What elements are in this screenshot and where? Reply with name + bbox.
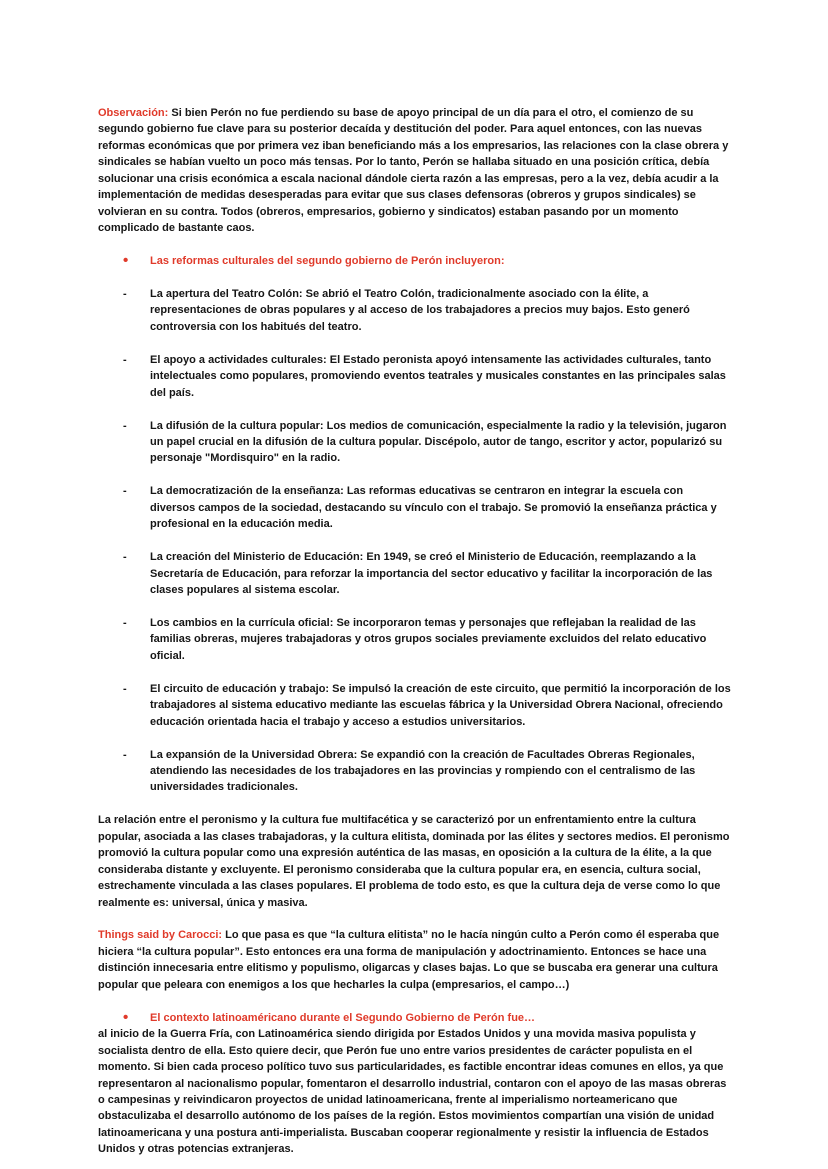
context-heading: El contexto latinoaméricano durante el Segundo Gobierno de Perón fue…: [150, 1011, 536, 1024]
reforms-heading: Las reformas culturales del segundo gobierno de Perón incluyeron:: [150, 255, 505, 268]
carocci-paragraph: [98, 927, 731, 993]
observation-label: Observación:: [98, 107, 169, 119]
dash-marker: -: [123, 616, 127, 629]
list-item-text: La expansión de la Universidad Obrera: Se expandió con la creación de Facultades Obreras Regionales, atendiendo las necesidades de los trabajadores en las provincias y rompiendo con el centralismo de las universidades tradicionales.: [150, 748, 696, 794]
dash-marker: -: [123, 748, 127, 761]
list-item-text: La difusión de la cultura popular: Los medios de comunicación, especialmente la radio y la televisión, jugaron un papel crucial en la difusión de la cultura popular. Discépolo, autor de tango, escritor y actor, popularizó su personaje "Mordisquiro" en la radio.: [150, 419, 727, 465]
carocci-text: Lo que pasa es que “la cultura elitista” no le hacía ningún culto a Perón como él esperaba que hiciera “la cultura popular”. Esto entonces era una forma de manipulación y adoctrinamiento. Entonces se hace una distinción innecesaria entre elitismo y populismo, oligarcas y clases bajas. Lo que se buscaba era generar una cultura popular que peleara con enemigos a los que hecharles la culpa (empresarios, el campo…): [98, 929, 720, 991]
carocci-label: Things said by Carocci:: [98, 929, 223, 942]
bullet-marker-icon: •: [123, 252, 129, 270]
bullet-marker-icon: •: [123, 1008, 129, 1026]
list-item-text: El circuito de educación y trabajo: Se impulsó la creación de este circuito, que permitió la incorporación de los trabajadores al sistema educativo mediante las escuelas fábrica y la Universidad Obrera Nacional, ofreciendo educación orientada hacia el trabajo y acceso a estudios universitarios.: [150, 682, 731, 728]
dash-marker: -: [123, 287, 127, 300]
dash-marker: -: [123, 682, 127, 695]
context-paragraph: al inicio de la Guerra Fría, con Latinoamérica siendo dirigida por Estados Unidos y una movida masiva populista y socialista dentro de ella. Esto quiere decir, que Perón fue uno entre varios presidentes de carácter populista en el momento. Si bien cada proceso político tuvo sus particularidades, es factible encontrar ideas comunes en ellos, ya que representaron al nacionalismo popular, fomentaron el desarrollo industrial, contaron con el apoyo de las masas obreras o campesinas y reivindicaron proyectos de unidad latinoamericana, frente al imperialismo norteamericano que obstaculizaba el desarrollo autónomo de los países de la región. Estos movimientos compartían una visión de unidad latinoamericana y una postura anti-imperialista. Buscaban cooperar regionalmente y resistir la influencia de Estados Unidos y otras potencias extranjeras.: [98, 1028, 727, 1156]
list-item: [98, 483, 731, 532]
list-item-text: La democratización de la enseñanza: Las reformas educativas se centraron en integrar la escuela con diversos campos de la sociedad, destacando su vínculo con el trabajo. Se promovió la enseñanza práctica y profesional en la educación media.: [150, 485, 717, 531]
list-item-text: Los cambios en la currícula oficial: Se incorporaron temas y personajes que reflejaban la realidad de las familias obreras, mujeres trabajadoras y otros grupos sociales previamente excluidos del relato educativo oficial.: [150, 616, 707, 662]
dash-marker: -: [123, 551, 127, 564]
dash-marker: -: [123, 353, 127, 366]
list-item-text: El apoyo a actividades culturales: El Estado peronista apoyó intensamente las actividades culturales, tanto intelectuales como populares, promoviendo eventos teatrales y musicales constantes en las principales salas del país.: [150, 353, 726, 399]
list-item: [98, 352, 731, 401]
list-item: [98, 615, 731, 664]
culture-paragraph: La relación entre el peronismo y la cultura fue multifacética y se caracterizó por un enfrentamiento entre la cultura popular, asociada a las clases trabajadoras, y la cultura elitista, dominada por las élites y sectores medios. El peronismo promovió la cultura popular como una expresión auténtica de las masas, en oposición a la cultura de la élite, a la que consideraba distante y excluyente. El peronismo consideraba que la cultura popular era, en esencia, cultura social, estrechamente vinculada a las clases populares. El problema de todo esto, es que la cultura deja de verse como lo que realmente es: universal, única y masiva.: [98, 814, 730, 909]
observation-text: Si bien Perón no fue perdiendo su base de apoyo principal de un día para el otro, el comienzo de su segundo gobierno fue clave para su posterior decaída y destitución del poder. Para aquel entonces, con las nuevas reformas económicas que por primera vez iban beneficiando más a los empresarios, las relaciones con la clase obrera y sindicales se habían vuelto un poco más tensas. Por lo tanto, Perón se hallaba situado en una posición crítica, debía solucionar una crisis económica a escala nacional dándole cierta razón a las empresas, pero a la vez, debía acudir a la implementación de medidas desesperadas para evitar que sus clases defensoras (obreros y grupos sindicales) se volvieran en su contra. Todos (obreros, empresarios, gobierno y sindicatos) estaban pasando por un momento complicado de bastante caos.: [98, 107, 729, 235]
dash-marker: -: [123, 485, 127, 498]
list-item: [98, 681, 731, 730]
list-item-text: La creación del Ministerio de Educación: En 1949, se creó el Ministerio de Educación, reemplazando a la Secretaría de Educación, para reforzar la importancia del sector educativo y facilitar la incorporación de las clases populares al sistema escolar.: [150, 551, 713, 597]
reforms-heading-row: [98, 253, 731, 269]
observation-paragraph: [98, 105, 731, 237]
list-item-text: La apertura del Teatro Colón: Se abrió el Teatro Colón, tradicionalmente asociado con la élite, a representaciones de obras populares y al acceso de los trabajadores a precios muy bajos. Esto generó controversia con los habitués del teatro.: [150, 287, 690, 333]
list-item: [98, 549, 731, 598]
dash-marker: -: [123, 419, 127, 432]
list-item: [98, 418, 731, 467]
list-item: [98, 747, 731, 796]
context-heading-row: [98, 1010, 731, 1026]
list-item: [98, 286, 731, 335]
